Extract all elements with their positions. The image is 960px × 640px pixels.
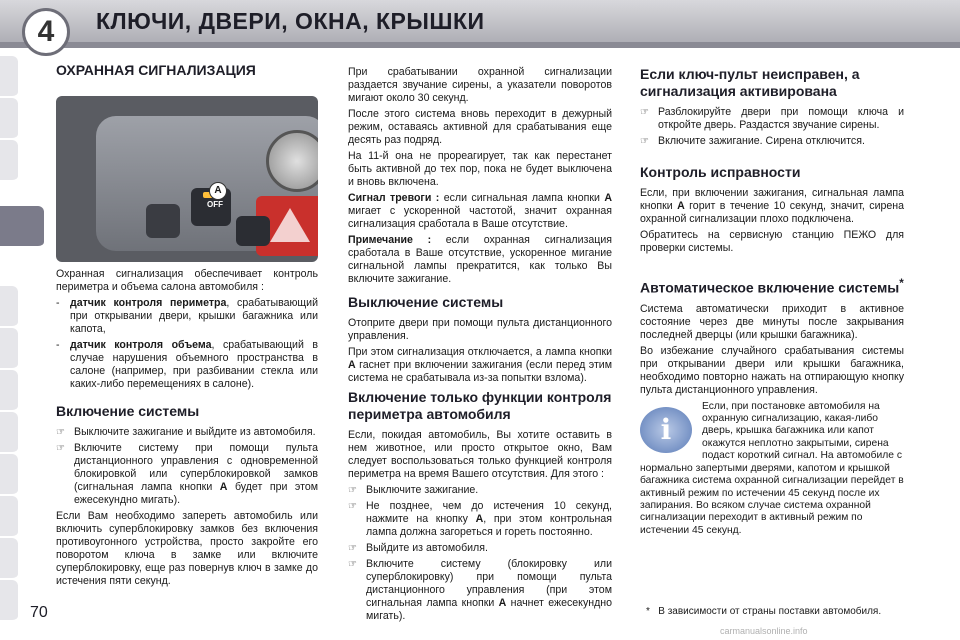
list-item bbox=[56, 426, 318, 439]
hand-pointer-icon: ☞ bbox=[56, 443, 65, 454]
button-ref-a: A bbox=[348, 359, 356, 371]
side-tab[interactable] bbox=[0, 98, 18, 140]
page-number: 70 bbox=[30, 604, 48, 621]
callout-a: A bbox=[209, 182, 227, 200]
list-item: ☞ Не позднее, чем до истечения 10 секунд, нажмите на кнопку A, при этом контрольная лампа должна загореться и гореть постоянно. bbox=[348, 500, 612, 538]
side-tab[interactable] bbox=[0, 286, 18, 328]
info-text: Если, при постановке автомобиля на охранную сигнализацию, какая-либо дверь, крышка багажника или капот окажутся неплотно закрытыми, сирена подаст короткий сигнал. На автомобиле с нормально запертыми дверями, капотом и крышкой багажника система охранной сигнализации перейдет в активный режим по истечении 45 секунд после их запирания. Во всяком случае система охранной сигнализации переходит в активный режим по истечении 45 секунд. bbox=[640, 400, 904, 536]
side-tab[interactable] bbox=[0, 370, 18, 412]
hand-pointer-icon: ☞ bbox=[348, 543, 357, 554]
paragraph: После этого система вновь переходит в дежурный режим, оставаясь активной для срабатывания еще десять раз подряд. bbox=[348, 108, 612, 146]
list-item-text: Выключите зажигание и выйдите из автомобиля. bbox=[74, 426, 316, 438]
side-tab[interactable] bbox=[0, 140, 18, 182]
column-2 bbox=[348, 66, 612, 626]
section-title-alarm: ОХРАННАЯ СИГНАЛИЗАЦИЯ bbox=[56, 62, 256, 78]
list-item-text: Разблокируйте двери при помощи ключа и откройте дверь. Раздастся звучание сирены. bbox=[658, 106, 904, 131]
console-panel bbox=[96, 116, 318, 251]
hand-pointer-icon: ☞ bbox=[348, 485, 357, 496]
paragraph: При этом сигнализация отключается, а лампа кнопки A гаснет при включении зажигания (если перед этим система не срабатывала из-за попытки взлома). bbox=[348, 346, 612, 384]
list-item: - датчик контроля объема, срабатывающий в случае нарушения объемного пространства в салоне (например, при разбивании стекла или каких-либо перемещениях в салоне). bbox=[56, 339, 319, 390]
paragraph: При срабатывании охранной сигнализации раздается звучание сирены, а указатели поворотов мигают около 30 секунд. bbox=[348, 66, 612, 104]
hazard-triangle-icon bbox=[270, 208, 310, 242]
header-band bbox=[0, 42, 960, 48]
term-note: Примечание : bbox=[348, 234, 432, 246]
term-alarm: Сигнал тревоги : bbox=[348, 192, 440, 204]
side-tab[interactable] bbox=[0, 454, 18, 496]
side-tab[interactable] bbox=[0, 56, 18, 98]
paragraph: Система автоматически приходит в активное состояние через две минуты после закрывания последней дверцы (или крышки багажника). bbox=[640, 302, 904, 341]
list-item bbox=[640, 135, 904, 148]
watermark: carmanualsonline.info bbox=[720, 626, 808, 636]
button-ref-a: A bbox=[677, 200, 685, 212]
column-3 bbox=[640, 66, 904, 537]
paragraph: Если, покидая автомобиль, Вы хотите оставить в нем животное, или просто открытое окно, Вам следует воспользоваться только функцией контроля периметра на время Вашего отсутствия. Для этого : bbox=[348, 429, 612, 480]
button-ref-a: A bbox=[475, 513, 484, 525]
side-tab[interactable] bbox=[0, 538, 18, 580]
page-title: КЛЮЧИ, ДВЕРИ, ОКНА, КРЫШКИ bbox=[96, 8, 485, 34]
list-item-text: будет при этом ежесекундно мигать). bbox=[74, 481, 319, 506]
term-perimeter: датчик контроля периметра bbox=[70, 297, 227, 309]
heading-faulty-remote: Если ключ-пульт неисправен, а сигнализация активирована bbox=[640, 66, 860, 99]
list-item-text: , срабатывающий при открывании двери, крышки багажника или капота, bbox=[70, 297, 318, 335]
heading-disable-system: Выключение системы bbox=[348, 294, 504, 310]
button-ref-a: A bbox=[604, 192, 612, 204]
list-item-text: Выйдите из автомобиля. bbox=[366, 542, 488, 554]
button-ref-a: A bbox=[219, 481, 228, 493]
hand-pointer-icon: ☞ bbox=[640, 136, 649, 147]
side-tab[interactable] bbox=[0, 412, 18, 454]
dashboard-photo bbox=[56, 96, 318, 262]
console-button bbox=[146, 204, 180, 238]
list-item-text: Включите зажигание. Сирена отключится. bbox=[658, 135, 865, 147]
list-item bbox=[348, 542, 612, 555]
chapter-badge: 4 bbox=[22, 8, 70, 56]
intro-text: Охранная сигнализация обеспечивает контроль периметра и объема салона автомобиля : bbox=[56, 268, 318, 293]
info-icon: i bbox=[640, 407, 692, 453]
paragraph: Во избежание случайного срабатывания системы при открывании двери или крышки багажника, необходимо повторно нажать на отпирающую кнопку пульта дистанционного управления. bbox=[640, 344, 904, 396]
button-ref-a: A bbox=[498, 597, 507, 609]
column-1-text bbox=[56, 268, 318, 591]
paragraph-note: Примечание : если охранная сигнализация сработала в Ваше отсутствие, ускоренное мигание сигнальной лампы прекратится, как только Вы включите зажигание. bbox=[348, 234, 612, 285]
fan-knob bbox=[266, 130, 318, 192]
list-item: ☞ Включите систему (блокировку или суперблокировку) при помощи пульта дистанционного управления (при этом сигнальная лампа кнопки A начнет ежесекундно мигать). bbox=[348, 558, 613, 622]
hand-pointer-icon: ☞ bbox=[56, 427, 65, 438]
term-volume: датчик контроля объема bbox=[70, 339, 212, 351]
list-item-text: Выключите зажигание. bbox=[366, 484, 479, 496]
paragraph: Обратитесь на сервисную станцию ПЕЖО для проверки системы. bbox=[640, 229, 904, 254]
hand-pointer-icon: ☞ bbox=[348, 559, 357, 570]
heading-perimeter-only: Включение только функции контроля периметра автомобиля bbox=[348, 389, 612, 422]
paragraph: Если, при включении зажигания, сигнальная лампа кнопки A горит в течение 10 секунд, значит, сирена охранной сигнализации плохо подключена. bbox=[640, 187, 905, 225]
paragraph: Отоприте двери при помощи пульта дистанционного управления. bbox=[348, 317, 612, 342]
list-item: - датчик контроля периметра, срабатывающий при открывании двери, крышки багажника или капота, bbox=[56, 297, 318, 335]
list-item bbox=[348, 484, 612, 497]
list-item-text: Включите систему при помощи пульта дистанционного управления с одновременной блокировкой или суперблокировкой замков (сигнальная лампа кнопки bbox=[74, 442, 318, 493]
info-box bbox=[640, 401, 904, 537]
paragraph-alarm: Сигнал тревоги : если сигнальная лампа кнопки A мигает с ускоренной частотой, значит охранная сигнализация сработала в Ваше отсутствие. bbox=[348, 192, 612, 230]
lock-button bbox=[236, 216, 270, 246]
side-tab[interactable] bbox=[0, 328, 18, 370]
side-tab-active[interactable] bbox=[0, 206, 44, 248]
side-tab[interactable] bbox=[0, 496, 18, 538]
list-item bbox=[56, 442, 318, 507]
heading-auto-enable: Автоматическое включение системы* bbox=[640, 277, 904, 296]
list-item bbox=[640, 106, 904, 132]
column-1 bbox=[56, 60, 318, 85]
heading-enable-system: Включение системы bbox=[56, 403, 200, 419]
chapter-side-tabs bbox=[0, 56, 18, 640]
hand-pointer-icon: ☞ bbox=[348, 501, 357, 512]
paragraph: Если Вам необходимо запереть автомобиль или включить суперблокировку замков без включения противоугонного устройства, просто закройте его поворотом ключа в замке или включите суперблокировку, еще раз повернув ключ в замке до истечения пяти секунд. bbox=[56, 510, 318, 587]
hand-pointer-icon: ☞ bbox=[640, 107, 649, 118]
footnote: * В зависимости от страны поставки автомобиля. bbox=[646, 606, 882, 617]
alarm-button-label: OFF bbox=[207, 200, 223, 209]
side-tab[interactable] bbox=[0, 580, 18, 622]
paragraph: На 11-й она не прореагирует, так как перестанет быть активной до тех пор, пока не будет выключена и вновь включена. bbox=[348, 150, 612, 188]
footnote-marker: * bbox=[899, 277, 904, 290]
heading-check: Контроль исправности bbox=[640, 164, 801, 180]
list-item-text: , срабатывающий в случае нарушения объемного пространства в салоне (например, при разбивании стекла или каких-либо перемещениях в салоне). bbox=[70, 339, 319, 390]
